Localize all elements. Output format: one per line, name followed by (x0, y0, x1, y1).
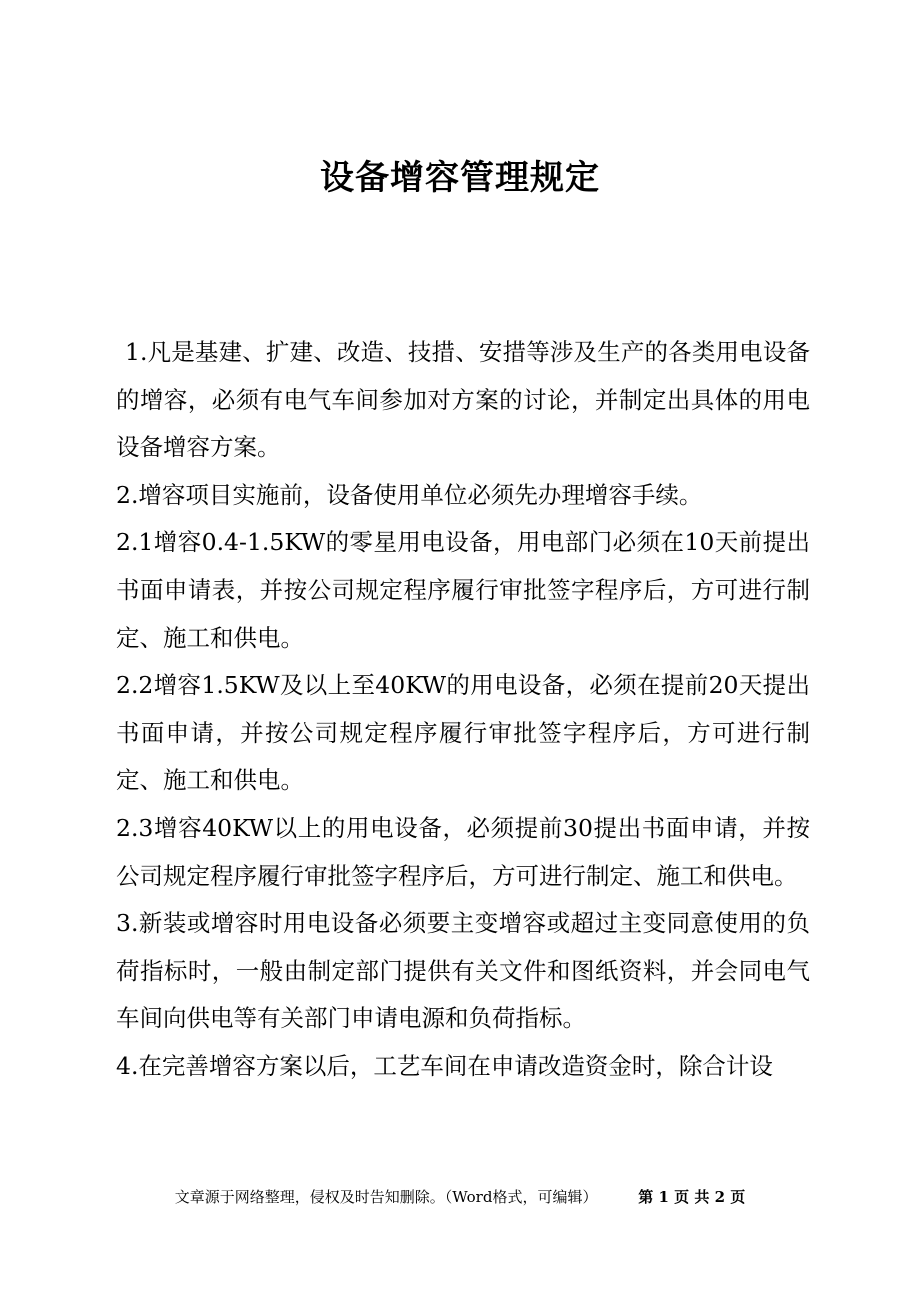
paragraph-2-2: 2.2增容1.5KW及以上至40KW的用电设备，必须在提前20天提出书面申请，并按公司规定程序履行审批签字程序后，方可进行制定、施工和供电。 (116, 671, 810, 795)
paragraph-2: 2.增容项目实施前，设备使用单位必须先办理增容手续。 (116, 480, 703, 509)
page-footer (0, 1185, 920, 1209)
document-title: 设备增容管理规定 (320, 157, 600, 198)
footer-note: 文章源于网络整理，侵权及时告知删除。（Word格式，可编辑） (174, 1188, 598, 1206)
paragraph-2-1: 2.1增容0.4-1.5KW的零星用电设备，用电部门必须在10天前提出书面申请表，并按公司规定程序履行审批签字程序后，方可进行制定、施工和供电。 (116, 528, 810, 652)
paragraph-3: 3.新装或增容时用电设备必须要主变增容或超过主变同意使用的负荷指标时，一般由制定部门提供有关文件和图纸资料，并会同电气车间向供电等有关部门申请电源和负荷指标。 (116, 909, 810, 1033)
paragraph-4: 4.在完善增容方案以后，工艺车间在申请改造资金时，除合计设 (116, 1051, 773, 1080)
paragraph-2-3: 2.3增容40KW以上的用电设备，必须提前30提出书面申请，并按公司规定程序履行审批签字程序后，方可进行制定、施工和供电。 (116, 813, 810, 890)
page-number: 第 1 页 共 2 页 (638, 1188, 746, 1206)
paragraph-1: 1.凡是基建、扩建、改造、技措、安措等涉及生产的各类用电设备的增容，必须有电气车间参加对方案的讨论，并制定出具体的用电设备增容方案。 (116, 338, 810, 462)
document-body (116, 329, 810, 1091)
